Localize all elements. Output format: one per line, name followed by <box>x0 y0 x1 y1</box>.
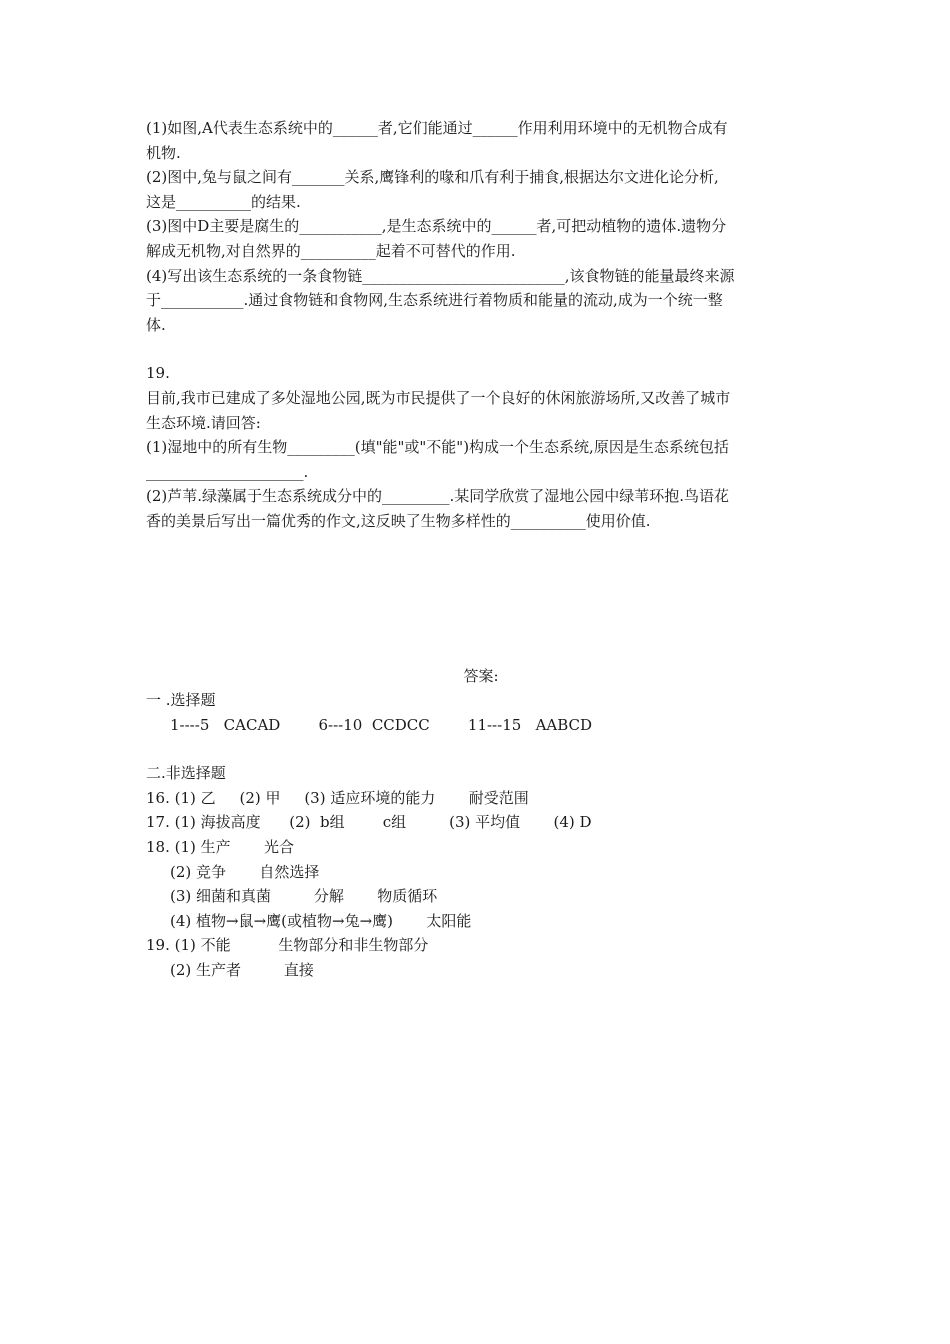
q18-line: (3)图中D主要是腐生的___________,是生态系统中的______者,可把动植物的遗体.遗物分 <box>146 217 727 236</box>
q19-line: (2)芦苇.绿藻属于生态系统成分中的_________.某同学欣赏了湿地公园中绿苇环抱.鸟语花 <box>146 487 730 506</box>
question-number: 19. <box>146 364 170 383</box>
q19-line: 香的美景后写出一篇优秀的作文,这反映了生物多样性的__________使用价值. <box>146 511 651 530</box>
q18-line: 解成无机物,对自然界的__________起着不可替代的作用. <box>146 241 516 260</box>
answer-line: (2) 竞争 自然选择 <box>170 862 320 881</box>
answer-line: (4) 植物→鼠→鹰(或植物→兔→鹰) 太阳能 <box>170 911 472 930</box>
section-heading: 二.非选择题 <box>146 764 226 783</box>
q19-line: (1)湿地中的所有生物_________(填"能"或"不能")构成一个生态系统,原因是生态系统包括 <box>146 438 729 457</box>
answer-line: 16. (1) 乙 (2) 甲 (3) 适应环境的能力 耐受范围 <box>146 788 529 807</box>
answer-line: (3) 细菌和真菌 分解 物质循环 <box>170 887 438 906</box>
q18-line: 于___________.通过食物链和食物网,生态系统进行着物质和能量的流动,成为一个统一整 <box>146 291 723 310</box>
answer-line: 17. (1) 海拔高度 (2) b组 c组 (3) 平均值 (4) D <box>146 813 592 832</box>
q18-line: 体. <box>146 315 166 334</box>
answer-section <box>146 664 816 983</box>
choice-answers: 1----5 CACAD 6---10 CCDCC 11---15 AABCD <box>170 715 593 734</box>
q19-line: 目前,我市已建成了多处湿地公园,既为市民提供了一个良好的休闲旅游场所,又改善了城市 <box>146 388 731 407</box>
question-19 <box>146 361 816 533</box>
q18-line: (2)图中,兔与鼠之间有_______关系,鹰锋利的喙和爪有利于捕食,根据达尔文进化论分析, <box>146 168 719 187</box>
answer-line: (2) 生产者 直接 <box>170 961 314 980</box>
q18-line: (4)写出该生态系统的一条食物链___________________________,该食物链的能量最终来源 <box>146 266 735 285</box>
answer-line: 18. (1) 生产 光合 <box>146 838 295 857</box>
answer-title: 答案: <box>463 666 499 685</box>
document-page <box>146 116 816 983</box>
q19-line: _____________________. <box>146 462 309 481</box>
q18-line: 机物. <box>146 143 181 162</box>
question-18-body <box>146 116 816 337</box>
q18-line: (1)如图,A代表生态系统中的______者,它们能通过______作用利用环境中的无机物合成有 <box>146 119 728 137</box>
section-heading: 一 .选择题 <box>146 691 216 710</box>
q18-line: 这是__________的结果. <box>146 192 301 211</box>
answer-line: 19. (1) 不能 生物部分和非生物部分 <box>146 936 429 955</box>
q19-line: 生态环境.请回答: <box>146 413 261 432</box>
